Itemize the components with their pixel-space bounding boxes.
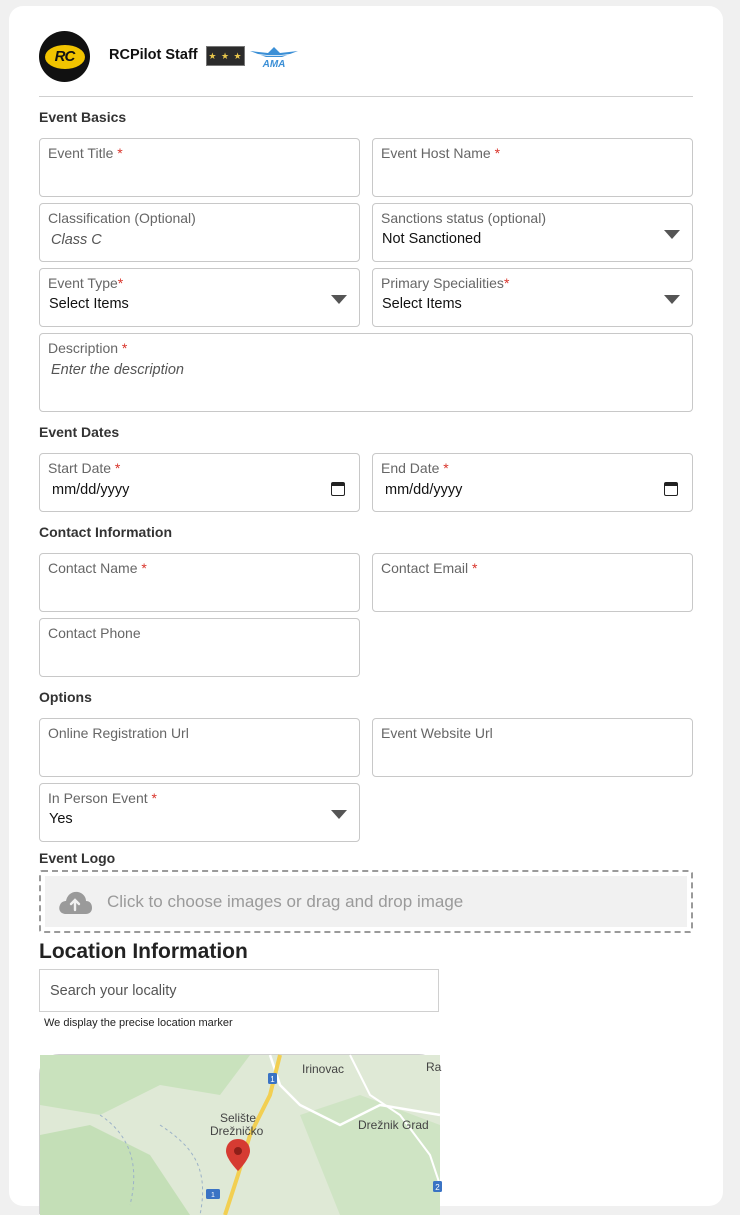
field-label: Description * [48, 340, 128, 356]
map-label-seliste: Selište [220, 1111, 257, 1125]
contact-phone-field[interactable] [39, 618, 360, 677]
contact-email-field[interactable] [372, 553, 693, 612]
event-form-card [9, 6, 723, 1206]
ama-wings-icon [250, 43, 298, 69]
ama-badge-text: AMA [262, 59, 286, 70]
field-label: Sanctions status (optional) [381, 210, 546, 226]
field-label: End Date * [381, 460, 449, 476]
field-label: Contact Phone [48, 625, 141, 641]
classification-field[interactable] [39, 203, 360, 262]
locality-search-input[interactable] [39, 969, 439, 1012]
section-event-logo: Event Logo [39, 850, 116, 866]
chevron-down-icon [664, 230, 680, 239]
primary-specialities-value: Select Items [382, 296, 462, 312]
in-person-event-select[interactable] [39, 783, 360, 842]
field-label: Event Title * [48, 145, 123, 161]
field-label: Event Website Url [381, 725, 493, 741]
description-field[interactable] [39, 333, 693, 412]
field-label: Primary Specialities* [381, 275, 510, 291]
map-canvas[interactable] [40, 1055, 440, 1215]
cloud-upload-icon [57, 888, 93, 916]
road-badge-text: 1 [270, 1075, 275, 1084]
end-date-field[interactable] [372, 453, 693, 512]
logo-upload-dropzone[interactable] [39, 870, 693, 933]
road-badge-text: 1 [211, 1192, 215, 1199]
chevron-down-icon [664, 295, 680, 304]
online-registration-url-field[interactable] [39, 718, 360, 777]
field-label: Contact Name * [48, 560, 147, 576]
event-title-field[interactable] [39, 138, 360, 197]
map-label-irinovac: Irinovac [302, 1062, 345, 1076]
calendar-icon[interactable] [664, 482, 678, 496]
field-label: Start Date * [48, 460, 121, 476]
stars-badge-icon: ★ ★ ★ [206, 46, 245, 66]
upload-inner[interactable] [45, 876, 687, 927]
chevron-down-icon [331, 810, 347, 819]
location-map[interactable] [39, 1054, 442, 1214]
field-label: Online Registration Url [48, 725, 189, 741]
locality-search-field[interactable] [40, 970, 438, 1011]
rc-logo [39, 31, 90, 82]
sanctions-status-value: Not Sanctioned [382, 231, 482, 247]
calendar-icon[interactable] [331, 482, 345, 496]
staff-name: RCPilot Staff [109, 47, 198, 63]
end-date-value: mm/dd/yyyy [385, 482, 463, 498]
event-website-url-field[interactable] [372, 718, 693, 777]
map-label-droznik-grad: Drežnik Grad [358, 1118, 429, 1132]
field-label: Event Type* [48, 275, 124, 291]
section-contact-information: Contact Information [39, 524, 172, 540]
field-label: Classification (Optional) [48, 210, 196, 226]
upload-instructions: Click to choose images or drag and drop image [107, 891, 464, 911]
contact-name-field[interactable] [39, 553, 360, 612]
event-type-select[interactable] [39, 268, 360, 327]
road-badge-text: 2 [435, 1183, 440, 1192]
section-event-basics: Event Basics [39, 109, 127, 125]
field-label: Contact Email * [381, 560, 478, 576]
field-label: Event Host Name * [381, 145, 501, 161]
chevron-down-icon [331, 295, 347, 304]
primary-specialities-select[interactable] [372, 268, 693, 327]
section-event-dates: Event Dates [39, 424, 120, 440]
event-host-name-field[interactable] [372, 138, 693, 197]
map-label-partial: Ra [426, 1060, 442, 1074]
event-type-value: Select Items [49, 296, 129, 312]
rc-logo-text: RC [45, 45, 85, 69]
in-person-event-value: Yes [49, 811, 73, 827]
location-title: Location Information [39, 940, 248, 963]
section-options: Options [39, 689, 92, 705]
description-placeholder: Enter the description [51, 362, 184, 378]
classification-placeholder: Class C [51, 232, 102, 248]
field-label: In Person Event * [48, 790, 157, 806]
start-date-field[interactable] [39, 453, 360, 512]
start-date-value: mm/dd/yyyy [52, 482, 130, 498]
location-note: We display the precise location marker [44, 1017, 233, 1029]
sanctions-status-select[interactable] [372, 203, 693, 262]
map-label-dreznicko: Drežničko [210, 1124, 264, 1138]
form-header [39, 31, 693, 97]
